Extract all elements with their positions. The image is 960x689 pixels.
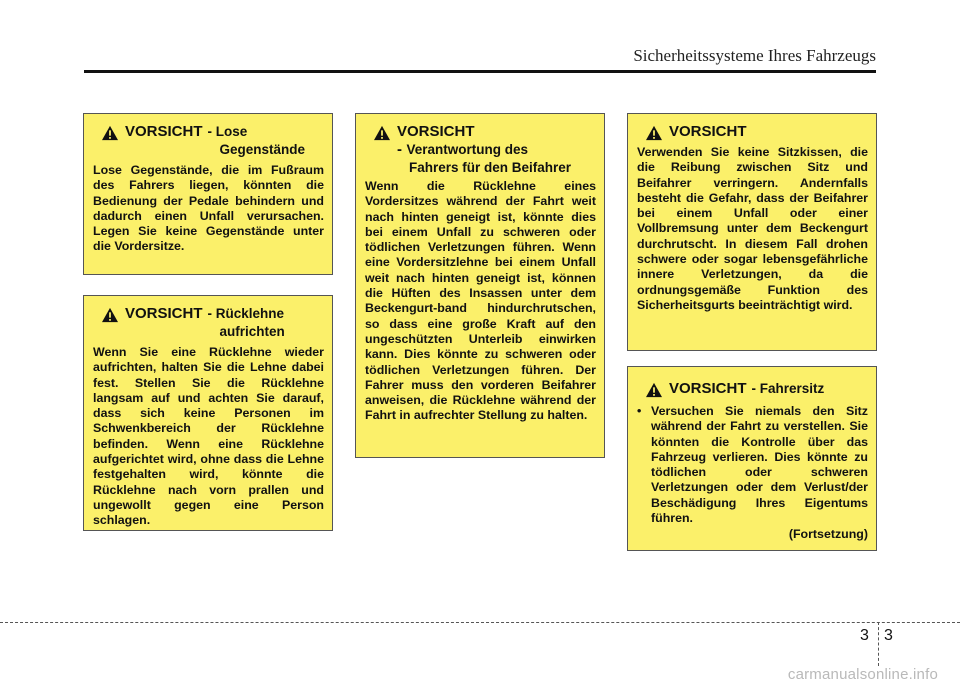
header-rule	[84, 70, 876, 73]
caution-box-ruecklehne	[83, 295, 333, 531]
caution-subtitle-line2: Gegenstände	[219, 142, 306, 157]
caution-subtitle: Verantwortung des	[406, 142, 528, 157]
caution-subtitle: - Fahrersitz	[751, 381, 825, 396]
caution-box-fahrersitz	[627, 366, 877, 551]
caution-text: Versuchen Sie niemals den Sitz während der Fahrt zu verstellen. Sie könnten die Kontrolle über das Fahrzeug verlieren. Dies könnte zu tödlichen oder schweren Verletzungen oder dem Verlust/der Beschädigung Ihres Eigentums führen.	[651, 404, 868, 526]
caution-subtitle-line2: Fahrers für den Beifahrer	[409, 160, 572, 175]
warning-triangle-icon	[101, 307, 119, 323]
caution-box-verantwortung	[355, 113, 605, 458]
warning-triangle-icon	[645, 125, 663, 141]
warning-triangle-icon	[373, 125, 391, 141]
page-header-title: Sicherheitssysteme Ihres Fahrzeugs	[633, 46, 876, 65]
watermark: carmanualsonline.info	[787, 666, 938, 683]
caution-text: Lose Gegenstände, die im Fußraum des Fahrers liegen, könnten die Bedienung der Pedale behindern und dadurch einen Unfall verursachen. Legen Sie keine Gegenstände unter die Vordersitze.	[93, 163, 324, 254]
page-number: 3	[884, 627, 893, 644]
bullet-marker: •	[637, 404, 642, 418]
caution-label: VORSICHT	[669, 380, 747, 397]
caution-label: VORSICHT	[125, 123, 203, 140]
caution-subtitle: - Lose	[207, 124, 248, 139]
footer-rule	[0, 622, 960, 623]
caution-bullet-item	[637, 404, 868, 526]
caution-label: VORSICHT	[125, 305, 203, 322]
caution-label: VORSICHT	[669, 123, 747, 140]
caution-subtitle: - Rücklehne	[207, 306, 285, 321]
warning-triangle-icon	[101, 125, 119, 141]
caution-box-lose-gegenstaende	[83, 113, 333, 275]
caution-box-sitzkissen	[627, 113, 877, 351]
caution-dash: -	[397, 141, 402, 158]
caution-subtitle-line2: aufrichten	[219, 324, 285, 339]
caution-text: Wenn Sie eine Rücklehne wieder aufrichten, halten Sie die Lehne dabei fest. Stellen Sie die Rücklehne langsam auf und achten Sie darauf, dass sich keine Personen im Schwenkbereich der Rücklehne befinden. Wenn eine Rücklehne aufgerichtet wird, ohne dass die Lehne festgehalten wird, könnte die Rücklehne nach vorn prallen und ungewollt gegen eine Person schlagen.	[93, 345, 324, 528]
continued-note: (Fortsetzung)	[788, 527, 868, 542]
warning-triangle-icon	[645, 382, 663, 398]
caution-text: Wenn die Rücklehne eines Vordersitzes während der Fahrt weit nach hinten geneigt ist, könnte dies bei einem Unfall zu schweren oder tödlichen Verletzungen führen. Wenn eine Vordersitzlehne bei einem Unfall weit nach hinten geneigt ist, können die Hüften des Insassen unter dem Beckengurt-band hindurchrutschen, so dass eine große Kraft auf den ungeschützten Unterleib einwirken kann. Dies könnte zu schweren oder tödlichen Verletzungen führen. Der Fahrer muss den vorderen Beifahrer anweisen, die Rücklehne während der Fahrt in aufrechter Stellung zu halten.	[365, 179, 596, 423]
chapter-number: 3	[860, 627, 869, 644]
caution-text: Verwenden Sie keine Sitzkissen, die die Reibung zwischen Sitz und Beifahrer verringern. Andernfalls besteht die Gefahr, dass der Beifahrer bei einem Unfall oder einer Vollbremsung unter dem Beckengurt durchrutscht. In diesem Fall drohen schwere oder sogar lebensgefährliche innere Verletzungen, da die ordnungsgemäße Funktion des Sicherheitsgurts beeinträchtigt wird.	[637, 145, 868, 312]
caution-label: VORSICHT	[397, 123, 475, 140]
footer-divider	[878, 622, 879, 666]
